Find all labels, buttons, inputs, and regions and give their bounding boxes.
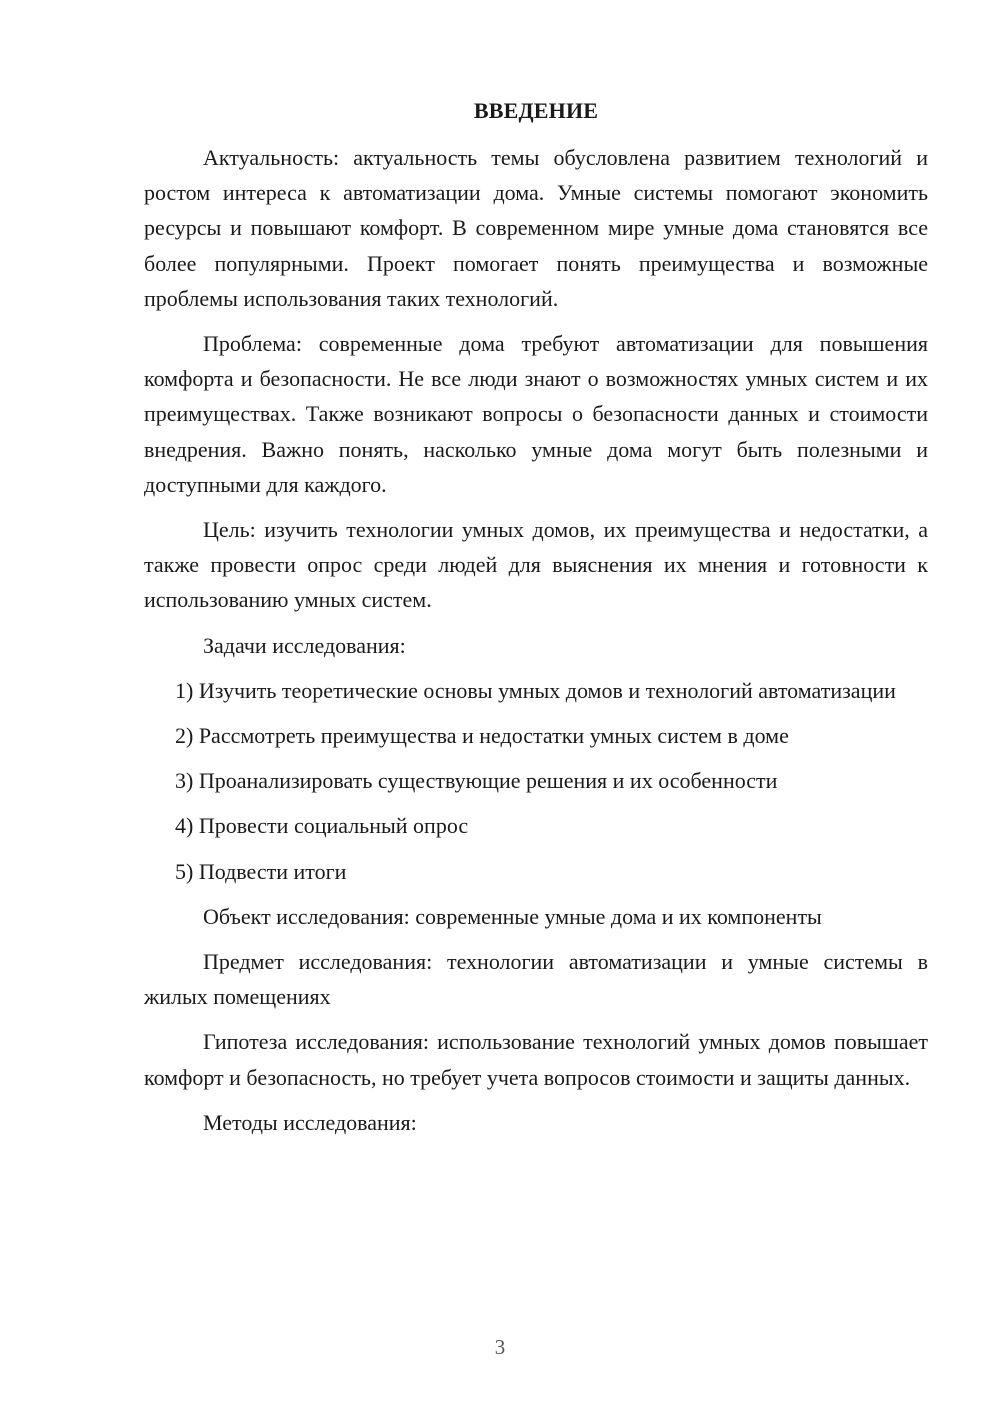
task-item: 2) Рассмотреть преимущества и недостатки умных систем в доме	[175, 723, 789, 749]
page-content	[144, 96, 928, 1150]
paragraph-goal: Цель: изучить технологии умных домов, их преимущества и недостатки, а также провести опрос среди людей для выяснения их мнения и готовности к использованию умных систем.	[144, 517, 928, 613]
task-item: 5) Подвести итоги	[175, 858, 347, 884]
page-title: ВВЕДЕНИЕ	[473, 98, 599, 123]
tasks-list	[144, 673, 928, 889]
paragraph-problem: Проблема: современные дома требуют автоматизации для повышения комфорта и безопасности. Не все люди знают о возможностях умных систем и их преимуществах. Также возникают вопросы о безопасности данных и стоимости внедрения. Важно понять, насколько умные дома могут быть полезными и доступными для каждого.	[144, 331, 928, 497]
task-item: 1) Изучить теоретические основы умных домов и технологий автоматизации	[175, 677, 896, 703]
task-item: 3) Проанализировать существующие решения и их особенности	[175, 768, 778, 794]
paragraph-relevance: Актуальность: актуальность темы обусловлена развитием технологий и ростом интереса к автоматизации дома. Умные системы помогают экономить ресурсы и повышают комфорт. В современном мире умные дома становятся все более популярными. Проект помогает понять преимущества и возможные проблемы использования таких технологий.	[144, 145, 928, 311]
task-item: 4) Провести социальный опрос	[175, 813, 469, 839]
paragraph-subject: Предмет исследования: технологии автоматизации и умные системы в жилых помещениях	[144, 949, 928, 1010]
paragraph-hypothesis: Гипотеза исследования: использование технологий умных домов повышает комфорт и безопасность, но требует учета вопросов стоимости и защиты данных.	[144, 1029, 928, 1090]
tasks-heading: Задачи исследования:	[203, 632, 406, 658]
page-number: 3	[494, 1335, 506, 1359]
paragraph-object: Объект исследования: современные умные дома и их компоненты	[203, 903, 822, 929]
methods-heading: Методы исследования:	[203, 1109, 417, 1135]
